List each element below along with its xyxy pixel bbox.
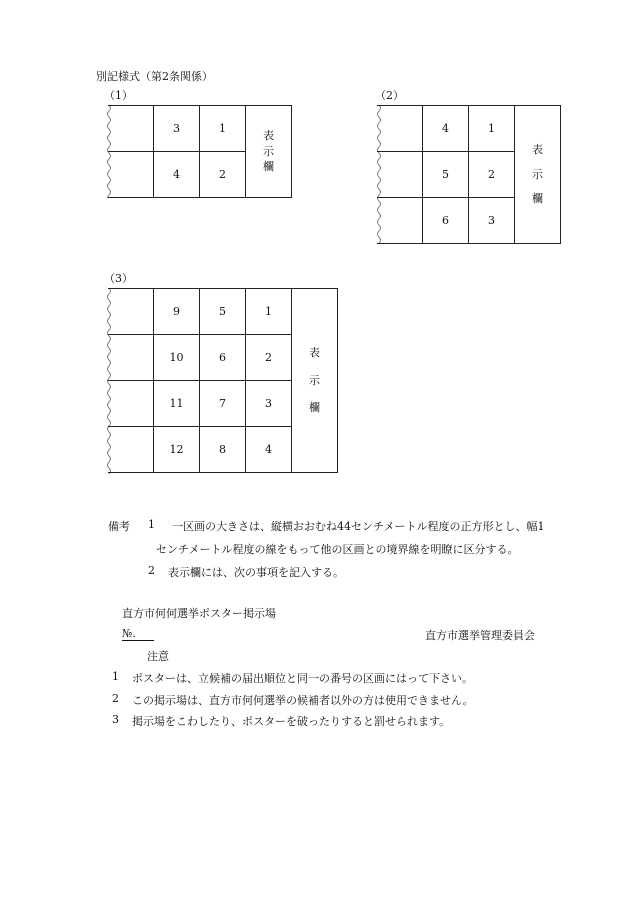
blank-cell bbox=[108, 106, 154, 152]
grid-cell: 11 bbox=[154, 381, 200, 427]
grid-cell: 3 bbox=[154, 106, 200, 152]
display-title: 直方市何何選挙ポスター掲示場 bbox=[122, 607, 276, 620]
blank-cell bbox=[108, 427, 154, 473]
grid-cell: 6 bbox=[423, 198, 469, 244]
grid-cell: 5 bbox=[200, 289, 246, 335]
grid-cell: 8 bbox=[200, 427, 246, 473]
note-1-number: 1 bbox=[148, 518, 155, 531]
note-2-number: 2 bbox=[148, 564, 155, 577]
caution-2-number: 2 bbox=[112, 692, 119, 705]
display-column bbox=[292, 289, 338, 473]
table-row bbox=[377, 106, 561, 152]
grid-cell: 6 bbox=[200, 335, 246, 381]
grid-cell: 1 bbox=[200, 106, 246, 152]
grid-2-label: （2） bbox=[375, 89, 404, 102]
caution-1-text: ポスターは、立候補の届出順位と同一の番号の区画にはって下さい。 bbox=[132, 672, 473, 685]
grid-cell: 2 bbox=[200, 152, 246, 198]
blank-cell bbox=[108, 152, 154, 198]
form-title: 別記様式（第2条関係） bbox=[96, 70, 213, 83]
grid-cell: 3 bbox=[246, 381, 292, 427]
display-column bbox=[515, 106, 561, 244]
grid-cell: 2 bbox=[469, 152, 515, 198]
grid-cell: 10 bbox=[154, 335, 200, 381]
note-1-line-2: センチメートル程度の線をもって他の区画との境界線を明瞭に区分する。 bbox=[156, 543, 519, 556]
display-label: 表 示 欄 bbox=[532, 142, 543, 206]
table-row bbox=[108, 106, 292, 152]
display-column bbox=[246, 106, 292, 198]
grid-cell: 12 bbox=[154, 427, 200, 473]
grid-cell: 5 bbox=[423, 152, 469, 198]
grid-cell: 4 bbox=[246, 427, 292, 473]
grid-cell: 4 bbox=[154, 152, 200, 198]
blank-cell bbox=[377, 106, 423, 152]
grid-cell: 2 bbox=[246, 335, 292, 381]
notes-heading: 備考 bbox=[108, 520, 130, 533]
caution-heading: 注意 bbox=[147, 650, 169, 663]
grid-1 bbox=[108, 105, 292, 198]
blank-cell bbox=[377, 152, 423, 198]
grid-3 bbox=[108, 288, 338, 473]
caution-3-text: 掲示場をこわしたり、ポスターを破ったりすると罰せられます。 bbox=[132, 715, 451, 728]
note-2-text: 表示欄には、次の事項を記入する。 bbox=[168, 566, 344, 579]
number-label: №. bbox=[122, 627, 154, 641]
grid-3-label: （3） bbox=[104, 272, 133, 285]
grid-cell: 1 bbox=[469, 106, 515, 152]
committee-name: 直方市選挙管理委員会 bbox=[425, 629, 535, 642]
grid-cell: 1 bbox=[246, 289, 292, 335]
note-1-line-1: 一区画の大きさは、縦横おおむね44センチメートル程度の正方形とし、幅1 bbox=[172, 520, 545, 533]
caution-2-text: この掲示場は、直方市何何選挙の候補者以外の方は使用できません。 bbox=[132, 694, 474, 707]
grid-1-label: （1） bbox=[104, 89, 133, 102]
display-label: 表 示 欄 bbox=[309, 345, 320, 415]
grid-cell: 9 bbox=[154, 289, 200, 335]
blank-cell bbox=[108, 289, 154, 335]
table-row bbox=[108, 289, 338, 335]
blank-cell bbox=[108, 335, 154, 381]
grid-cell: 4 bbox=[423, 106, 469, 152]
blank-cell bbox=[377, 198, 423, 244]
display-label: 表 示 欄 bbox=[263, 128, 274, 174]
grid-cell: 3 bbox=[469, 198, 515, 244]
caution-1-number: 1 bbox=[112, 670, 119, 683]
caution-3-number: 3 bbox=[112, 713, 119, 726]
grid-2 bbox=[377, 105, 561, 244]
blank-cell bbox=[108, 381, 154, 427]
grid-cell: 7 bbox=[200, 381, 246, 427]
